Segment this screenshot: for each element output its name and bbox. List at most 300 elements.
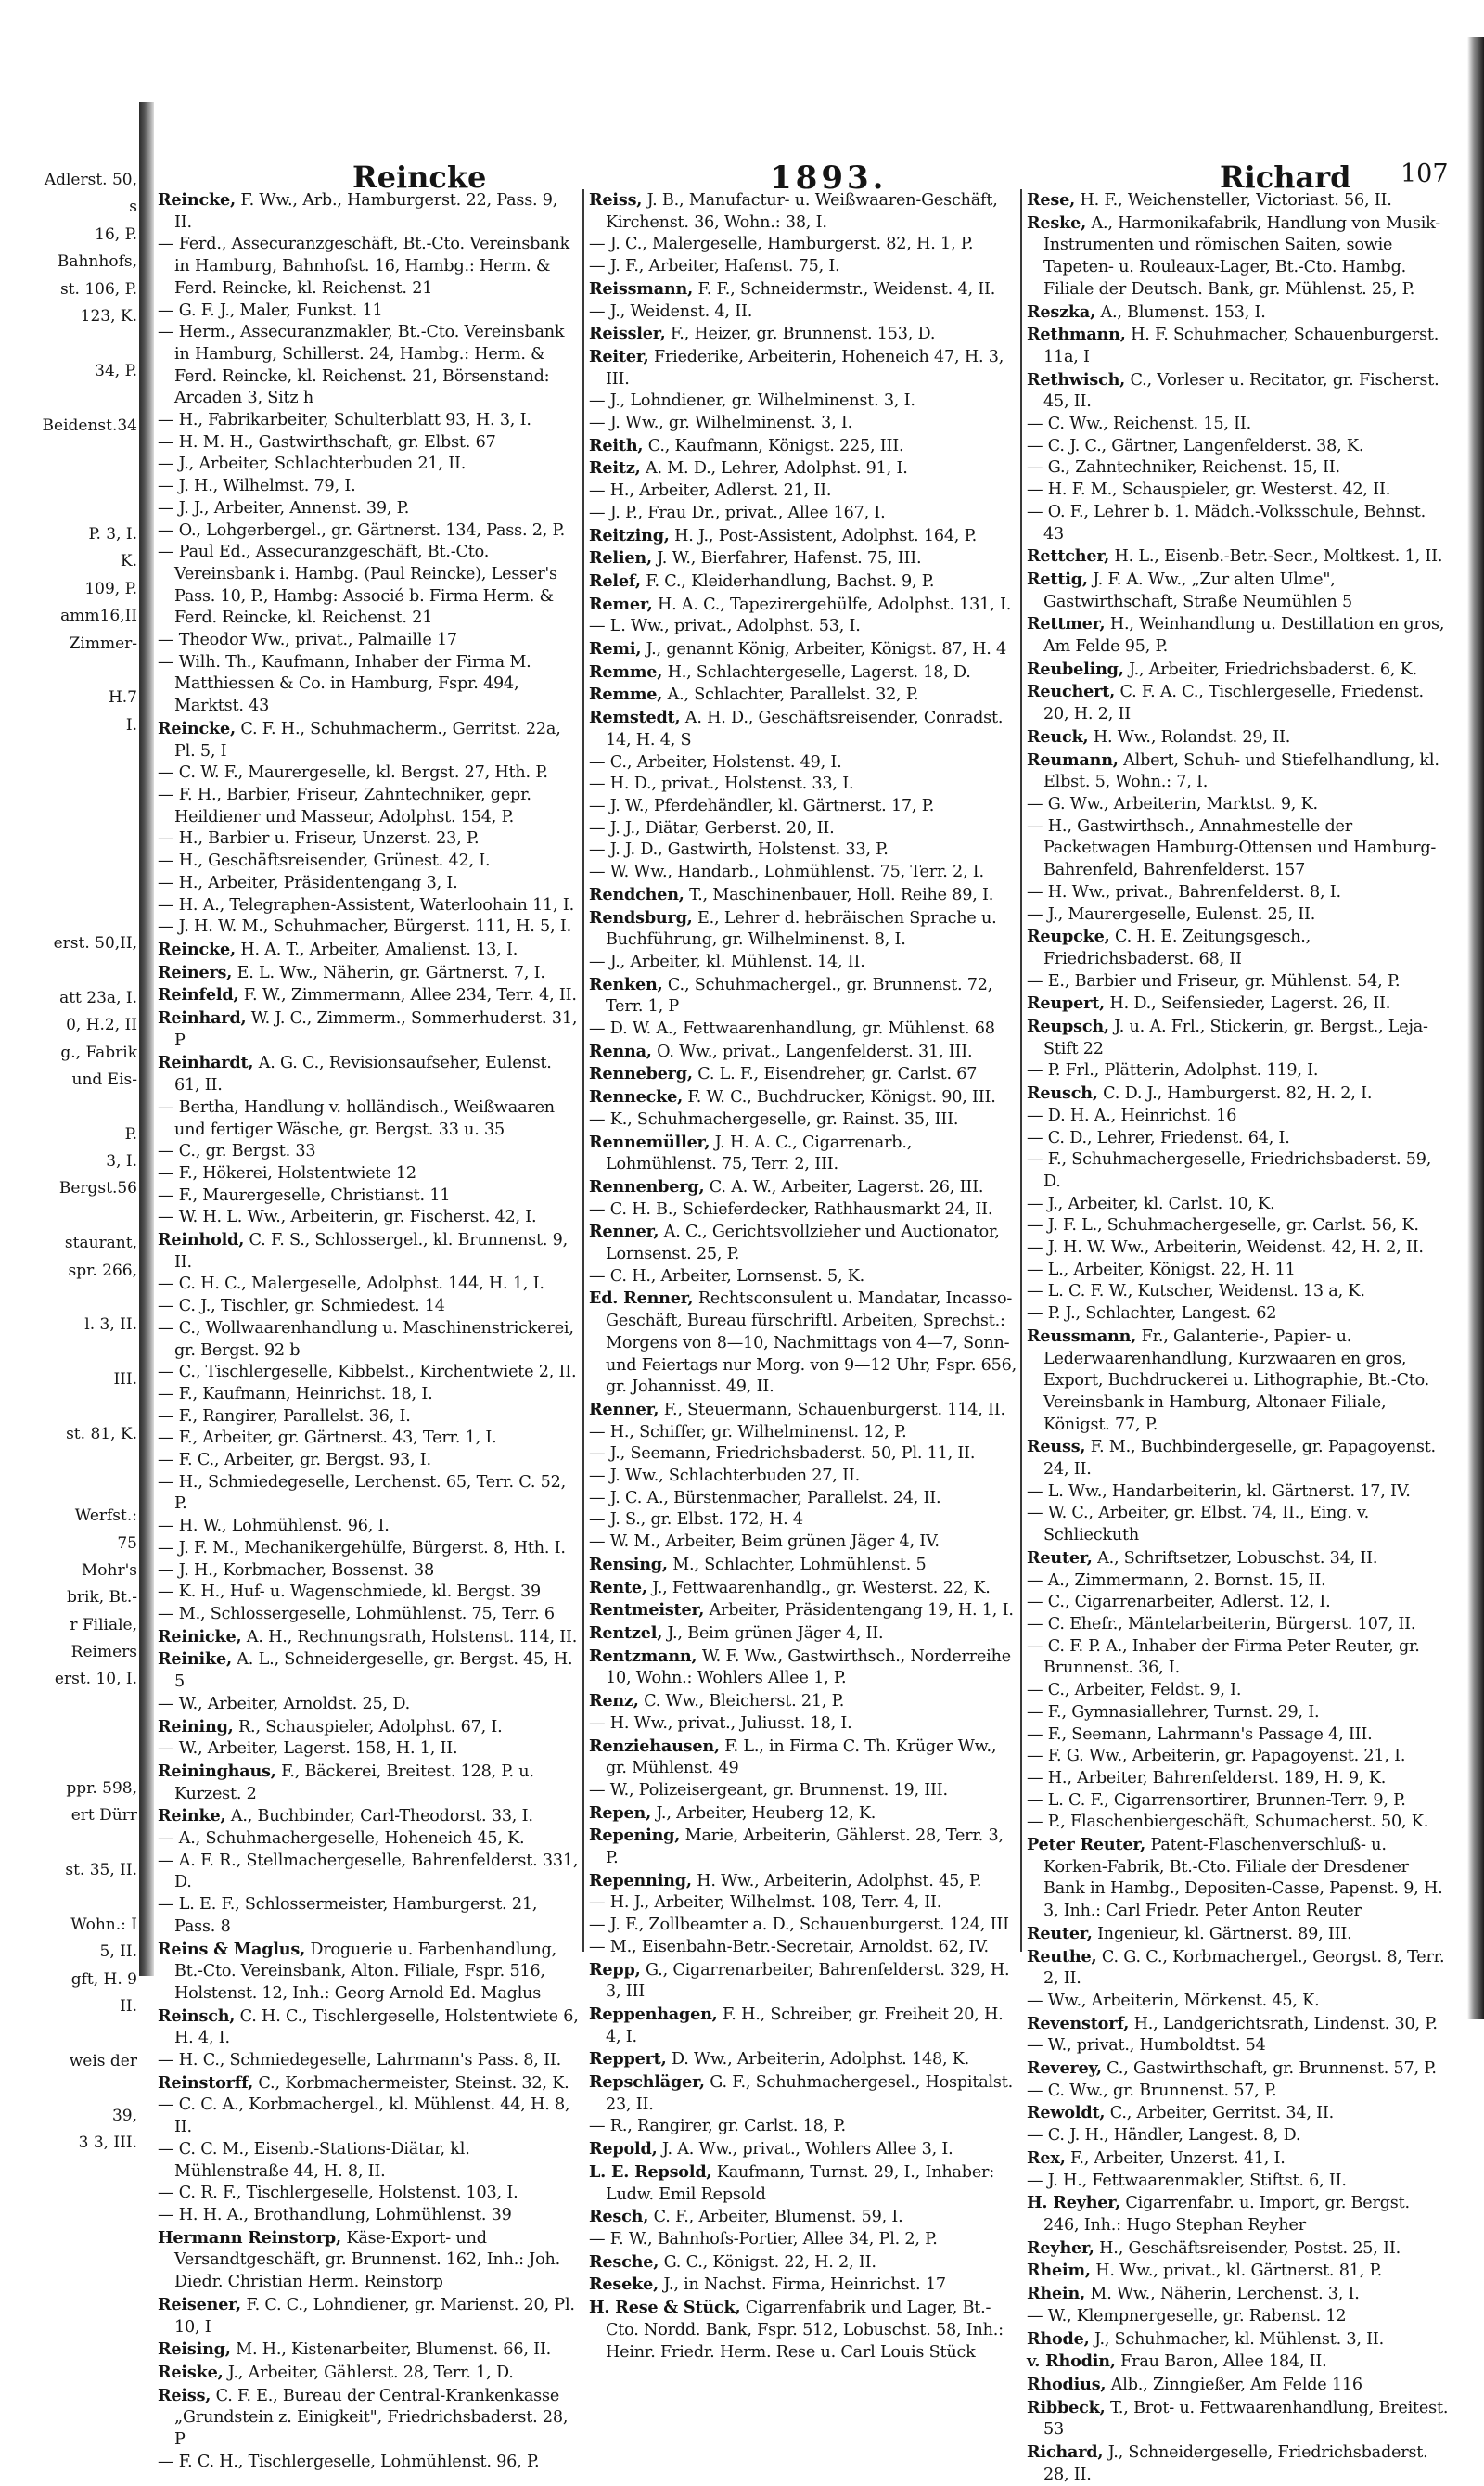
entry-name: Rettmer,	[1027, 614, 1106, 634]
entry-name: Reinhold,	[158, 1230, 245, 1250]
directory-entry	[589, 1622, 1017, 1646]
directory-entry	[1027, 1724, 1449, 1747]
entry-name: Reininghaus,	[158, 1761, 276, 1781]
directory-entry	[589, 1599, 1017, 1622]
entry-name: Remstedt,	[589, 708, 681, 728]
entry-name: Reiss,	[158, 2385, 211, 2405]
entry-details: — W. Ww., Handarb., Lohmühlenst. 75, Terr. 2, I.	[589, 863, 984, 882]
entry-details: H. F. Schuhmacher, Schauenburgerst. 11a, I	[1043, 326, 1439, 366]
directory-entry	[1027, 613, 1449, 658]
entry-name: Remer,	[589, 594, 653, 614]
directory-entry	[589, 796, 1017, 818]
entry-details: — C. C. M., Eisenb.-Stations-Diätar, kl. Mühlenstraße 44, H. 8, II.	[158, 2139, 470, 2181]
directory-entry	[589, 2138, 1017, 2161]
entry-name: Rentzmann,	[589, 1646, 697, 1666]
entry-details: — C., Arbeiter, Holstenst. 49, I.	[589, 752, 842, 772]
entry-name: Rhein,	[1027, 2284, 1086, 2304]
directory-entry	[589, 1937, 1017, 1959]
directory-entry	[158, 1582, 580, 1604]
entry-details: C. Ww., Bleicherst. 21, P.	[644, 1692, 845, 1711]
directory-entry	[158, 1626, 580, 1649]
entry-name: Rhodius,	[1027, 2374, 1107, 2394]
entry-details: J. u. A. Frl., Stickerin, gr. Bergst., Leja-Stift 22	[1043, 1018, 1428, 1058]
column-divider	[582, 189, 584, 1952]
left-fragment-line: amm16,II	[60, 607, 137, 626]
directory-entry	[1027, 480, 1449, 502]
column-3	[1027, 189, 1449, 2484]
left-fragment-line: ppr. 598,	[66, 1779, 137, 1799]
entry-details: J. A. Ww., privat., Wohlers Allee 3, I.	[661, 2140, 953, 2159]
entry-details: — W. M., Arbeiter, Beim grünen Jäger 4, IV.	[589, 1532, 940, 1552]
directory-entry	[1027, 1215, 1449, 1237]
entry-details: — F., Hökerei, Holstentwiete 12	[158, 1163, 416, 1183]
directory-entry	[158, 1761, 580, 1805]
entry-name: Reusch,	[1027, 1083, 1098, 1104]
directory-entry	[589, 1554, 1017, 1577]
entry-name: Peter Reuter,	[1027, 1835, 1146, 1855]
entry-details: G. C., Königst. 22, H. 2, II.	[663, 2252, 876, 2272]
entry-name: Reinhard,	[158, 1008, 247, 1029]
directory-entry	[589, 2048, 1017, 2071]
left-fragment-line	[0, 739, 137, 766]
entry-details: — C. F. P. A., Inhaber der Firma Peter Reuter, gr. Brunnenst. 36, I.	[1027, 1636, 1420, 1678]
entry-name: Reincke,	[158, 939, 236, 959]
directory-entry	[1027, 1303, 1449, 1326]
entry-details: — O., Lohgerbergel., gr. Gärtnerst. 134, Pass. 2, P.	[158, 520, 565, 540]
directory-entry	[158, 1296, 580, 1318]
directory-entry	[158, 234, 580, 300]
left-fragment-line: 0, H.2, II	[66, 1016, 137, 1035]
left-fragment-line: Werfst.:	[74, 1506, 137, 1526]
directory-entry	[1027, 1636, 1449, 1680]
entry-details: — J. H., Fettwaarenmakler, Stiftst. 6, II.	[1027, 2171, 1347, 2190]
directory-entry	[158, 2095, 580, 2138]
directory-entry	[158, 520, 580, 543]
column-2	[589, 189, 1017, 2362]
entry-details: D. Ww., Arbeiterin, Adolphst. 148, K.	[671, 2050, 970, 2070]
entry-name: Reuss,	[1027, 1437, 1086, 1457]
entry-name: Remme,	[589, 685, 663, 705]
entry-details: W. F. Ww., Gastwirthsch., Norderreihe 10, Wohn.: Wohlers Allee 1, P.	[606, 1647, 1011, 1688]
entry-name: Rewoldt,	[1027, 2103, 1106, 2123]
entry-details: — C., Arbeiter, Feldst. 9, I.	[1027, 1681, 1242, 1700]
entry-name: Reincke,	[158, 718, 236, 738]
entry-details: J., Schuhmacher, kl. Mühlenst. 3, II.	[1094, 2329, 1385, 2349]
entry-details: — F., Gymnasiallehrer, Turnst. 29, I.	[1027, 1702, 1320, 1722]
directory-entry	[158, 2050, 580, 2072]
entry-details: F., Bäckerei, Breitest. 128, P. u. Kurzest. 2	[174, 1762, 534, 1803]
directory-entry	[158, 476, 580, 498]
entry-name: Rentzel,	[589, 1623, 663, 1643]
entry-name: Reupcke,	[1027, 927, 1110, 947]
entry-details: — J. S., gr. Elbst. 172, H. 4	[589, 1510, 803, 1530]
directory-entry	[589, 707, 1017, 751]
directory-entry	[158, 630, 580, 652]
directory-entry	[158, 2339, 580, 2362]
entry-details: J., genannt König, Arbeiter, Königst. 87, H. 4	[646, 640, 1007, 660]
entry-details: — H. Ww., privat., Juliusst. 18, I.	[589, 1713, 852, 1733]
directory-entry	[1027, 212, 1449, 301]
entry-details: — D. W. A., Fettwaarenhandlung, gr. Mühlenst. 68	[589, 1019, 995, 1039]
directory-entry	[589, 1892, 1017, 1915]
entry-details: R., Schauspieler, Adolphst. 67, I.	[238, 1717, 503, 1736]
directory-entry	[158, 1716, 580, 1739]
left-fragment-line	[0, 330, 137, 357]
directory-entry	[1027, 1281, 1449, 1303]
entry-details: — R., Rangirer, gr. Carlst. 18, P.	[589, 2117, 846, 2136]
directory-entry	[589, 839, 1017, 862]
entry-name: Reitzing,	[589, 525, 670, 545]
entry-details: — H. M. H., Gastwirthschaft, gr. Elbst. 67	[158, 432, 496, 452]
entry-details: J., in Nachst. Firma, Heinrichst. 17	[663, 2275, 946, 2295]
entry-details: — F., Seemann, Lahrmann's Passage 4, III.	[1027, 1724, 1373, 1744]
entry-name: Renner,	[589, 1399, 659, 1419]
entry-name: Ed. Renner,	[589, 1288, 694, 1309]
entry-details: — F. H., Barbier, Friseur, Zahntechniker, gepr. Heildiener und Masseur, Adolphst. 154, P.	[158, 785, 531, 827]
left-fragment-line: st. 106, P.	[59, 279, 137, 299]
left-fragment-line	[0, 903, 137, 930]
entry-details: — J. J., Diätar, Gerberst. 20, II.	[589, 818, 835, 838]
header-left-catchword: Reincke	[352, 160, 487, 195]
directory-entry	[589, 1780, 1017, 1802]
entry-details: A., Buchbinder, Carl-Theodorst. 33, I.	[230, 1807, 533, 1826]
directory-entry	[158, 2183, 580, 2205]
directory-entry	[1027, 1060, 1449, 1083]
left-fragment-line: 75	[117, 1533, 137, 1553]
entry-name: Reseke,	[589, 2275, 659, 2295]
left-fragment-line: Beidenst.34	[42, 416, 137, 435]
entry-name: Remi,	[589, 639, 642, 660]
entry-name: L. E. Repsold,	[589, 2161, 712, 2182]
directory-entry	[158, 984, 580, 1007]
entry-details: M. H., Kistenarbeiter, Blumenst. 66, II.	[236, 2340, 552, 2360]
entry-name: H. Rese & Stück,	[589, 2298, 741, 2318]
directory-entry	[589, 2251, 1017, 2275]
entry-details: — C. Ww., gr. Brunnenst. 57, P.	[1027, 2081, 1277, 2100]
left-fragment-line: l. 3, II.	[84, 1315, 137, 1335]
entry-name: H. Reyher,	[1027, 2193, 1121, 2213]
entry-details: — Paul Ed., Assecuranzgeschäft, Bt.-Cto. Vereinsbank i. Hambg. (Paul Reincke), Lesser's Pass. 10, P., Hambg: Associé b. Firma Herm. & Ferd. Reincke, kl. Reichenst. 21	[158, 543, 557, 628]
left-fragment-line	[0, 1094, 137, 1121]
directory-entry	[1027, 569, 1449, 613]
directory-entry	[1027, 1194, 1449, 1216]
directory-entry	[158, 652, 580, 718]
entry-name: Reissler,	[589, 324, 666, 344]
entry-details: — C. J., Tischler, gr. Schmiedest. 14	[158, 1297, 445, 1316]
entry-details: C., Kaufmann, Königst. 225, III.	[647, 436, 904, 455]
entry-details: — H. A., Telegraphen-Assistent, Waterloohain 11, I.	[158, 895, 574, 915]
entry-details: H. F., Weichensteller, Victoriast. 56, II.	[1080, 191, 1392, 210]
entry-name: Reuter,	[1027, 1547, 1093, 1568]
entry-details: — C. H. B., Schieferdecker, Rathhausmarkt 24, II.	[589, 1199, 993, 1219]
entry-details: — O. F., Lehrer b. 1. Mädch.-Volksschule, Behnst. 43	[1027, 502, 1426, 544]
left-fragment-line: P.	[124, 1124, 137, 1144]
entry-details: J. W., Bierfahrer, Hafenst. 75, III.	[657, 549, 922, 569]
directory-entry	[1027, 1128, 1449, 1150]
directory-entry	[158, 498, 580, 520]
directory-entry	[589, 413, 1017, 435]
directory-entry	[158, 410, 580, 432]
directory-entry	[158, 1229, 580, 1274]
entry-details: — J. H., Wilhelmst. 79, I.	[158, 477, 356, 496]
directory-entry	[158, 1163, 580, 1185]
entry-details: — H., Arbeiter, Bahrenfelderst. 189, H. 9, K.	[1027, 1768, 1387, 1788]
entry-details: — W., Arbeiter, Arnoldst. 25, D.	[158, 1694, 410, 1713]
entry-details: J., Schneidergeselle, Friedrichsbaderst. 28, II.	[1043, 2443, 1428, 2484]
entry-details: J., Arbeiter, Heuberg 12, K.	[656, 1803, 876, 1823]
directory-entry	[589, 2004, 1017, 2048]
entry-details: — H. Ww., privat., Bahrenfelderst. 8, I.	[1027, 882, 1341, 902]
entry-details: H. A. C., Tapezirergehülfe, Adolphst. 131, I.	[657, 595, 1012, 614]
directory-entry	[158, 1362, 580, 1384]
entry-name: Reisener,	[158, 2294, 241, 2314]
left-fragment-line: gft, H. 9	[70, 1969, 137, 1989]
entry-name: Reinicke,	[158, 1626, 242, 1647]
directory-entry	[158, 301, 580, 323]
entry-details: — H., Barbier u. Friseur, Unzerst. 23, P.	[158, 829, 480, 849]
directory-entry	[589, 2297, 1017, 2364]
directory-entry	[158, 2294, 580, 2339]
directory-entry	[589, 1825, 1017, 1869]
directory-entry	[589, 1443, 1017, 1466]
directory-entry	[1027, 1237, 1449, 1260]
entry-name: Rente,	[589, 1577, 647, 1597]
entry-details: Droguerie u. Farbenhandlung, Bt.-Cto. Vereinsbank, Alton. Filiale, Fspr. 516, Holstenst. 12, Inh.: Georg Arnold Ed. Maglus	[174, 1940, 556, 2003]
directory-entry	[158, 1185, 580, 1208]
entry-details: F. M., Buchbindergeselle, gr. Papagoyenst. 24, II.	[1043, 1438, 1436, 1480]
entry-details: — W., Arbeiter, Lagerst. 158, H. 1, II.	[158, 1739, 458, 1759]
entry-details: C. L. F., Eisendreher, gr. Carlst. 67	[697, 1065, 978, 1084]
entry-details: Fr., Galanterie-, Papier- u. Lederwaarenhandlung, Kurzwaaren en gros, Export, Buchdruckerei u. Lithographie, Bt.-Cto. Vereinsbank in Hamburg, Altonaer Filiale, Königst. 77, P.	[1043, 1326, 1430, 1434]
directory-entry	[1027, 2351, 1449, 2374]
directory-entry	[589, 752, 1017, 775]
directory-entry	[589, 1109, 1017, 1132]
entry-details: A. M. D., Lehrer, Adolphst. 91, I.	[645, 459, 908, 479]
entry-name: Reissmann,	[589, 278, 694, 299]
entry-details: J., Arbeiter, Gählerst. 28, Terr. 1, D.	[227, 2363, 514, 2382]
directory-entry	[158, 1604, 580, 1626]
left-fragment-line	[0, 1749, 137, 1775]
directory-entry	[589, 661, 1017, 685]
directory-entry	[589, 818, 1017, 840]
entry-name: Reubeling,	[1027, 659, 1124, 679]
entry-details: — K., Schuhmachergeselle, gr. Rainst. 35, III.	[589, 1109, 959, 1129]
entry-details: — F., Kaufmann, Heinrichst. 18, I.	[158, 1384, 433, 1403]
entry-details: — H. J., Arbeiter, Wilhelmst. 108, Terr. 4, II.	[589, 1893, 942, 1913]
entry-details: — F., Schuhmachergeselle, Friedrichsbaderst. 59, D.	[1027, 1150, 1432, 1191]
directory-entry	[158, 873, 580, 895]
previous-page-edge	[0, 167, 137, 2153]
entry-details: A. C., Gerichtsvollzieher und Auctionator, Lornsenst. 25, P.	[606, 1223, 1000, 1264]
entry-details: — C., gr. Bergst. 33	[158, 1142, 316, 1161]
entry-name: Relef,	[589, 570, 641, 591]
directory-entry	[1027, 1016, 1449, 1060]
directory-entry	[1027, 904, 1449, 927]
directory-entry	[158, 1516, 580, 1538]
entry-details: E., Lehrer d. hebräischen Sprache u. Buchführung, gr. Wilhelminenst. 8, I.	[606, 908, 997, 950]
page-header	[158, 139, 1470, 195]
entry-name: Reinike,	[158, 1649, 232, 1670]
entry-details: C. H. E. Zeitungsgesch., Friedrichsbaderst. 68, II	[1043, 928, 1311, 968]
directory-entry	[158, 1141, 580, 1163]
directory-entry	[589, 1266, 1017, 1288]
entry-details: — A., Zimmermann, 2. Bornst. 15, II.	[1027, 1570, 1326, 1590]
entry-name: Repschläger,	[589, 2072, 705, 2093]
directory-entry	[589, 1531, 1017, 1554]
directory-entry	[589, 1690, 1017, 1713]
directory-entry	[589, 2116, 1017, 2138]
left-fragment-line: II.	[120, 1997, 137, 2017]
scan-edge-shadow	[1467, 37, 1484, 2019]
directory-entry	[589, 323, 1017, 346]
entry-details: — P. Frl., Plätterin, Adolphst. 119, I.	[1027, 1061, 1319, 1081]
directory-entry	[589, 457, 1017, 481]
entry-name: Reith,	[589, 435, 644, 455]
left-fragment-line: 3 3, III.	[78, 2134, 137, 2153]
directory-entry	[589, 616, 1017, 638]
directory-entry	[589, 301, 1017, 324]
entry-name: Renz,	[589, 1691, 639, 1711]
entry-name: v. Rhodin,	[1027, 2351, 1116, 2372]
entry-details: C. A. W., Arbeiter, Lagerst. 26, III.	[709, 1177, 984, 1197]
directory-entry	[589, 189, 1017, 234]
left-fragment-line	[0, 440, 137, 467]
entry-details: J., Beim grünen Jäger 4, II.	[667, 1624, 884, 1643]
left-fragment-line: Adlerst. 50,	[44, 171, 137, 189]
entry-details: — J. C., Malergeselle, Hamburgerst. 82, H. 1, P.	[589, 235, 974, 254]
directory-entry	[589, 503, 1017, 525]
directory-entry	[1027, 502, 1449, 545]
entry-details: F. W. C., Buchdrucker, Königst. 90, III.	[687, 1088, 996, 1108]
entry-details: — J. H. W. Ww., Arbeiterin, Weidenst. 42, H. 2, II.	[1027, 1238, 1424, 1258]
directory-entry	[158, 962, 580, 985]
directory-entry	[1027, 1503, 1449, 1546]
entry-details: H. A. T., Arbeiter, Amalienst. 13, I.	[240, 940, 518, 959]
directory-entry	[589, 1713, 1017, 1736]
directory-entry	[589, 1509, 1017, 1531]
directory-entry	[1027, 971, 1449, 993]
directory-entry	[158, 939, 580, 962]
column-divider	[1020, 189, 1022, 1952]
directory-entry	[1027, 726, 1449, 750]
entry-name: Rese,	[1027, 190, 1076, 210]
directory-entry	[158, 2005, 580, 2050]
entry-details: C., Schuhmachergel., gr. Brunnenst. 72, Terr. 1, P	[606, 975, 993, 1017]
left-fragment-line	[0, 2075, 137, 2102]
directory-entry	[158, 1538, 580, 1560]
entry-details: — L. C. F. W., Kutscher, Weidenst. 13 a, K.	[1027, 1282, 1365, 1301]
entry-details: Cigarrenfabrik und Lager, Bt.-Cto. Nordd. Bank, Fspr. 512, Lobuschst. 58, Inh.: Heinr. Friedr. Herm. Rese u. Carl Louis Stück	[606, 2299, 1004, 2362]
entry-name: Rendchen,	[589, 884, 684, 904]
left-fragment-line: ert Dürr	[70, 1806, 137, 1826]
left-fragment-line: 16, P.	[95, 224, 137, 244]
entry-details: — H. W., Lohmühlenst. 96, I.	[158, 1517, 390, 1536]
directory-entry	[589, 346, 1017, 391]
directory-entry	[589, 2229, 1017, 2251]
directory-entry	[1027, 1326, 1449, 1437]
directory-entry	[589, 862, 1017, 884]
entry-details: — H. H. A., Brothandlung, Lohmühlenst. 39	[158, 2205, 512, 2224]
entry-name: Reppert,	[589, 2049, 667, 2070]
directory-entry	[1027, 457, 1449, 480]
entry-details: A., Schriftsetzer, Lobuschst. 34, II.	[1097, 1548, 1378, 1568]
entry-details: — M., Schlossergeselle, Lohmühlenst. 75, Terr. 6	[158, 1605, 555, 1623]
directory-entry	[1027, 1790, 1449, 1813]
directory-entry	[1027, 659, 1449, 682]
directory-entry	[589, 1176, 1017, 1199]
left-fragment-line: att 23a, I.	[59, 988, 137, 1007]
entry-details: W. J. C., Zimmerm., Sommerhuderst. 31, P	[174, 1009, 578, 1050]
directory-entry	[1027, 2260, 1449, 2283]
entry-details: — Bertha, Handlung v. holländisch., Weißwaaren und fertiger Wäsche, gr. Bergst. 33 u. 35	[158, 1097, 555, 1139]
left-fragment-line: III.	[113, 1370, 137, 1390]
entry-name: Resche,	[589, 2251, 659, 2272]
directory-entry	[158, 1828, 580, 1851]
entry-details: — C. D., Lehrer, Friedenst. 64, I.	[1027, 1128, 1290, 1147]
directory-entry	[1027, 1702, 1449, 1724]
entry-name: Rennemüller,	[589, 1132, 710, 1152]
entry-name: Reiske,	[158, 2362, 224, 2382]
directory-entry	[589, 256, 1017, 278]
entry-details: — F., Maurergeselle, Christianst. 11	[158, 1185, 451, 1205]
left-fragment-line: 109, P.	[84, 579, 137, 598]
entry-details: — J. C. A., Bürstenmacher, Parallelst. 24, II.	[589, 1488, 941, 1507]
left-fragment-line	[0, 821, 137, 848]
entry-details: — L. Ww., Handarbeiterin, kl. Gärtnerst. 17, IV.	[1027, 1481, 1411, 1501]
directory-entry	[589, 684, 1017, 707]
entry-details: — F. C. H., Tischlergeselle, Lohmühlenst. 96, P.	[158, 2452, 540, 2471]
entry-details: — H., Geschäftsreisender, Grünest. 42, I.	[158, 852, 491, 871]
directory-entry	[589, 1915, 1017, 1937]
entry-details: — C. H. C., Malergeselle, Adolphst. 144, H. 1, I.	[158, 1275, 544, 1294]
directory-entry	[1027, 1106, 1449, 1128]
entry-name: Rensing,	[589, 1554, 668, 1574]
entry-details: — C. Ww., Reichenst. 15, II.	[1027, 415, 1252, 434]
entry-details: H. Ww., Rolandst. 29, II.	[1093, 727, 1291, 747]
directory-entry	[589, 1577, 1017, 1600]
entry-name: Reising,	[158, 2339, 231, 2360]
directory-entry	[1027, 2283, 1449, 2306]
entry-details: — A., Schuhmachergeselle, Hoheneich 45, K.	[158, 1829, 525, 1849]
entry-details: T., Brot- u. Fettwaarenhandlung, Breitest. 53	[1043, 2398, 1449, 2440]
entry-details: — J. F. L., Schuhmachergeselle, gr. Carlst. 56, K.	[1027, 1216, 1419, 1236]
entry-details: — J. Ww., gr. Wilhelminenst. 3, I.	[589, 414, 853, 433]
entry-details: — F. W., Bahnhofs-Portier, Allee 34, Pl. 2, P.	[589, 2229, 938, 2249]
left-fragment-line: und Eis-	[71, 1070, 137, 1089]
directory-entry	[158, 1097, 580, 1141]
directory-entry	[1027, 301, 1449, 325]
directory-entry	[589, 391, 1017, 413]
entry-details: C., Vorleser u. Recitator, gr. Fischerst. 45, II.	[1043, 370, 1439, 412]
directory-entry	[158, 2072, 580, 2095]
entry-details: F. C., Kleiderhandlung, Bachst. 9, P.	[646, 571, 935, 591]
entry-details: — W., privat., Humboldtst. 54	[1027, 2036, 1266, 2056]
left-fragment-line: Reimers	[70, 1643, 137, 1662]
directory-entry	[589, 1488, 1017, 1510]
entry-details: H., Geschäftsreisender, Postst. 25, II.	[1099, 2238, 1401, 2258]
directory-entry	[158, 1894, 580, 1938]
directory-entry	[1027, 1923, 1449, 1946]
directory-entry	[1027, 2237, 1449, 2261]
directory-entry	[589, 1041, 1017, 1064]
entry-details: — L. Ww., privat., Adolphst. 53, I.	[589, 617, 861, 636]
directory-entry	[589, 2206, 1017, 2229]
entry-details: — C., Wollwaarenhandlung u. Maschinenstrickerei, gr. Bergst. 92 b	[158, 1318, 574, 1360]
entry-details: H., Schlachtergeselle, Lagerst. 18, D.	[667, 662, 971, 682]
left-fragment-line: weis der	[69, 2051, 137, 2070]
entry-details: F., Steuermann, Schauenburgerst. 114, II.	[663, 1400, 1005, 1419]
directory-entry	[1027, 1149, 1449, 1193]
